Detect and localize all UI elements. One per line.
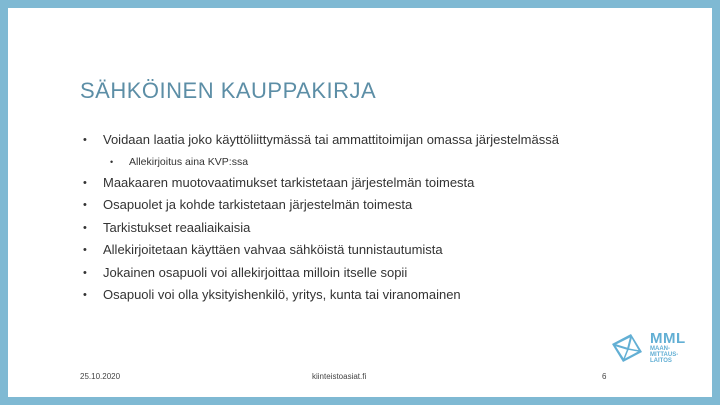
bullet-item: • Osapuolet ja kohde tarkistetaan järjestelmän toimesta xyxy=(80,197,680,220)
footer-url: kiinteistoasiat.fi xyxy=(312,372,367,381)
bullet-item: • Allekirjoitetaan käyttäen vahvaa sähköistä tunnistautumista xyxy=(80,242,680,265)
bullet-item: • Tarkistukset reaaliaikaisia xyxy=(80,220,680,243)
bullet-list xyxy=(80,132,680,310)
mml-logo xyxy=(610,330,690,368)
sub-bullet-item: • Allekirjoitus aina KVP:ssa xyxy=(80,155,680,175)
slide-title: SÄHKÖINEN KAUPPAKIRJA xyxy=(80,78,377,103)
bullet-item: • Jokainen osapuoli voi allekirjoittaa milloin itselle sopii xyxy=(80,265,680,288)
logo-line-2: MITTAUS- xyxy=(650,352,679,358)
logo-text xyxy=(650,332,686,364)
bullet-item: • Osapuoli voi olla yksityishenkilö, yritys, kunta tai viranomainen xyxy=(80,287,680,310)
logo-line-3: LAITOS xyxy=(650,358,672,364)
logo-line-1: MAAN- xyxy=(650,346,670,352)
logo-abbr: MML xyxy=(650,330,686,347)
slide xyxy=(8,8,712,397)
bullet-item: • Voidaan laatia joko käyttöliittymässä tai ammattitoimijan omassa järjestelmässä xyxy=(80,132,680,155)
page-number: 6 xyxy=(602,372,607,381)
envelope-icon xyxy=(610,330,648,366)
bullet-item: • Maakaaren muotovaatimukset tarkistetaan järjestelmän toimesta xyxy=(80,175,680,198)
footer-date: 25.10.2020 xyxy=(80,372,121,381)
